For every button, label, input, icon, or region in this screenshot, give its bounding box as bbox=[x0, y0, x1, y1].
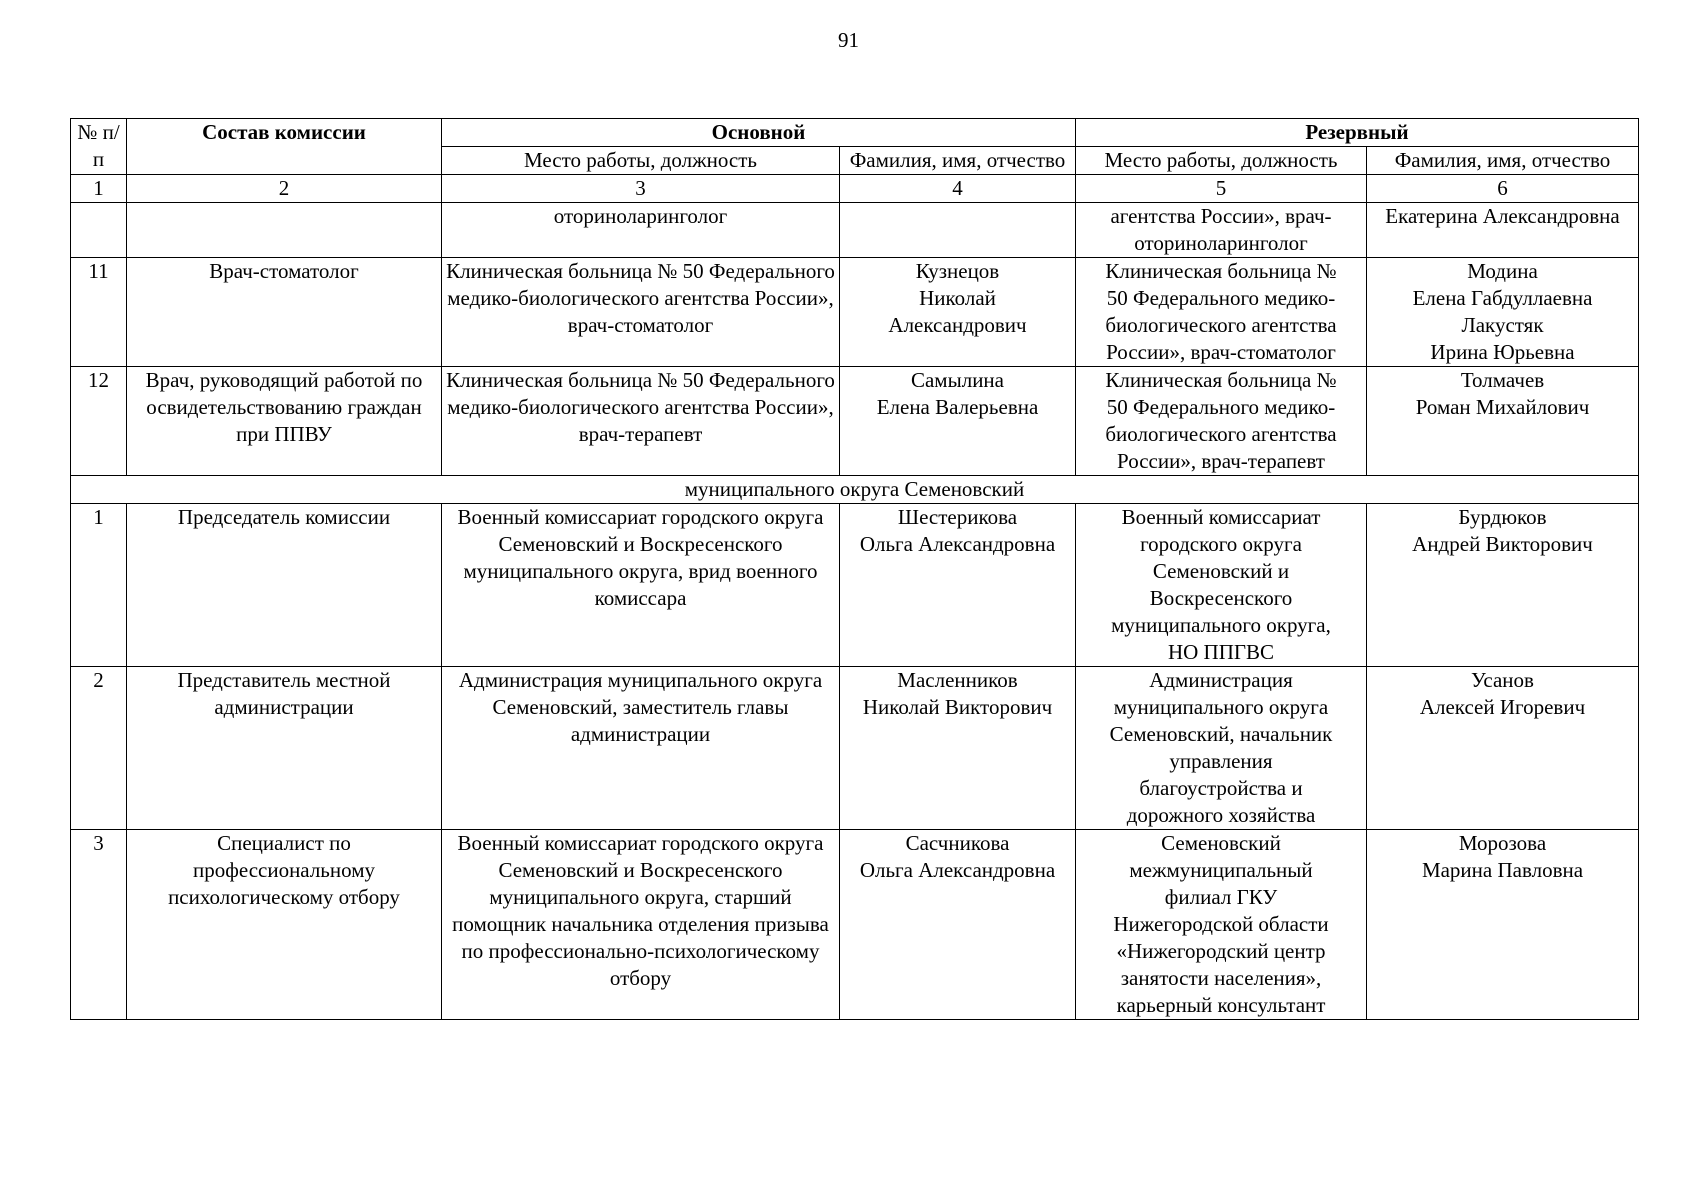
row-res-name: Морозова Марина Павловна bbox=[1367, 830, 1639, 1020]
row-main-work: Военный комиссариат городского округа Семеновский и Воскресенского муниципального округа, врид военного комиссара bbox=[442, 504, 840, 667]
row-num bbox=[71, 203, 127, 258]
row-res-work: Военный комиссариат городского округа Семеновский и Воскресенского муниципального округа, НО ППГВС bbox=[1076, 504, 1367, 667]
row-role: Врач, руководящий работой по освидетельствованию граждан при ППВУ bbox=[127, 367, 442, 476]
header-reserve-name: Фамилия, имя, отчество bbox=[1367, 147, 1639, 175]
header-reserve-workplace: Место работы, должность bbox=[1076, 147, 1367, 175]
table-row bbox=[71, 367, 1639, 476]
continuation-row bbox=[71, 203, 1639, 258]
row-main-name: Масленников Николай Викторович bbox=[840, 667, 1076, 830]
column-numbers-row bbox=[71, 175, 1639, 203]
row-res-work: Семеновский межмуниципальный филиал ГКУ Нижегородской области «Нижегородский центр занятости населения», карьерный консультант bbox=[1076, 830, 1367, 1020]
row-main-name: Сасчникова Ольга Александровна bbox=[840, 830, 1076, 1020]
col-number: 6 bbox=[1367, 175, 1639, 203]
col-number: 1 bbox=[71, 175, 127, 203]
page-number: 91 bbox=[838, 28, 859, 52]
row-num: 3 bbox=[71, 830, 127, 1020]
table-row bbox=[71, 667, 1639, 830]
row-main-work: оториноларинголог bbox=[442, 203, 840, 258]
header-main: Основной bbox=[442, 119, 1076, 147]
row-res-name: Модина Елена Габдуллаевна Лакустяк Ирина Юрьевна bbox=[1367, 258, 1639, 367]
col-number: 4 bbox=[840, 175, 1076, 203]
row-res-work: Клиническая больница № 50 Федерального медико-биологического агентства России», врач-терапевт bbox=[1076, 367, 1367, 476]
row-res-name: Толмачев Роман Михайлович bbox=[1367, 367, 1639, 476]
row-main-name: Шестерикова Ольга Александровна bbox=[840, 504, 1076, 667]
row-main-name: Кузнецов Николай Александрович bbox=[840, 258, 1076, 367]
row-res-work: Администрация муниципального округа Семеновский, начальник управления благоустройства и дорожного хозяйства bbox=[1076, 667, 1367, 830]
table-row bbox=[71, 504, 1639, 667]
row-num: 2 bbox=[71, 667, 127, 830]
row-main-work: Клиническая больница № 50 Федерального медико-биологического агентства России», врач-стоматолог bbox=[442, 258, 840, 367]
row-num: 11 bbox=[71, 258, 127, 367]
row-res-work: Клиническая больница № 50 Федерального медико-биологического агентства России», врач-стоматолог bbox=[1076, 258, 1367, 367]
col-number: 5 bbox=[1076, 175, 1367, 203]
table-row bbox=[71, 258, 1639, 367]
header-main-name: Фамилия, имя, отчество bbox=[840, 147, 1076, 175]
row-main-work: Военный комиссариат городского округа Семеновский и Воскресенского муниципального округа, старший помощник начальника отделения призыва по профессионально-психологическому отбору bbox=[442, 830, 840, 1020]
row-num: 1 bbox=[71, 504, 127, 667]
row-role: Представитель местной администрации bbox=[127, 667, 442, 830]
col-number: 3 bbox=[442, 175, 840, 203]
row-res-name: Усанов Алексей Игоревич bbox=[1367, 667, 1639, 830]
row-res-name: Екатерина Александровна bbox=[1367, 203, 1639, 258]
row-role: Специалист по профессиональному психологическому отбору bbox=[127, 830, 442, 1020]
row-role: Председатель комиссии bbox=[127, 504, 442, 667]
section-title: муниципального округа Семеновский bbox=[71, 476, 1639, 504]
header-num: № п/п bbox=[71, 119, 127, 175]
header-main-workplace: Место работы, должность bbox=[442, 147, 840, 175]
section-row bbox=[71, 476, 1639, 504]
row-main-name bbox=[840, 203, 1076, 258]
row-res-work: агентства России», врач-оториноларинголог bbox=[1076, 203, 1367, 258]
row-main-work: Администрация муниципального округа Семеновский, заместитель главы администрации bbox=[442, 667, 840, 830]
row-num: 12 bbox=[71, 367, 127, 476]
row-res-name: Бурдюков Андрей Викторович bbox=[1367, 504, 1639, 667]
row-role: Врач-стоматолог bbox=[127, 258, 442, 367]
header-row-1 bbox=[71, 119, 1639, 147]
row-role bbox=[127, 203, 442, 258]
commission-table bbox=[70, 118, 1639, 1020]
header-reserve: Резервный bbox=[1076, 119, 1639, 147]
row-main-name: Самылина Елена Валерьевна bbox=[840, 367, 1076, 476]
col-number: 2 bbox=[127, 175, 442, 203]
row-main-work: Клиническая больница № 50 Федерального медико-биологического агентства России», врач-терапевт bbox=[442, 367, 840, 476]
header-composition: Состав комиссии bbox=[127, 119, 442, 175]
table-row bbox=[71, 830, 1639, 1020]
